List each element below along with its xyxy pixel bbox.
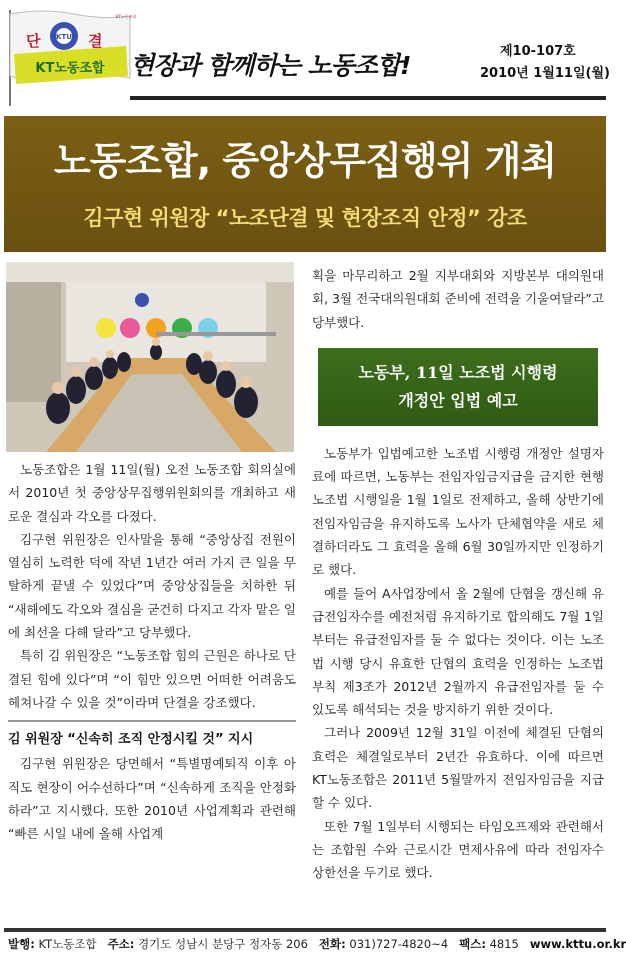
masthead-rule	[130, 96, 606, 100]
union-flag-logo	[4, 6, 137, 106]
slogan: 현장과 함께하는 노동조합!	[130, 51, 411, 80]
fax: 4815	[489, 937, 519, 951]
article-paragraph: 또한 7월 1일부터 시행되는 타임오프제와 관련해서는 조합원 수와 근로시간 면제사유에 따라 전임자수 상한선을 두기로 했다.	[312, 818, 604, 881]
sub-headline: 김구현 위원장 “노조단결 및 현장조직 안정” 강조	[83, 206, 527, 230]
sidebar-headline-box	[318, 348, 598, 426]
article-continuation: 획을 마무리하고 2월 지부대회와 지방본부 대의원대회, 3월 전국대의원대회 준비에 전력을 기울여달라”고 당부했다.	[312, 268, 604, 330]
article-paragraph: 그러나 2009년 12월 31일 이전에 체결된 단협의 효력은 체결일로부터 2년간 유효하다. 이에 따르면 KT노동조합은 2011년 5월말까지 전임자임금을 지급할 수 있다.	[312, 725, 604, 811]
article-left-column	[8, 458, 296, 845]
article-paragraph: 노동부가 입법예고한 노조법 시행령 개정안 설명자료에 따르면, 노동부는 전임자임금지급을 금지한 현행 노조법 시행일을 1월 1일로 전제하고, 올해 상반기에 전임자임금을 유지하도록 노사가 단체협약을 새로 체결하더라도 그 효력을 올해 6월 30일까지만 인정하기로 했다.	[312, 445, 604, 578]
meeting-photo	[6, 262, 294, 452]
address-label: 주소:	[107, 937, 135, 951]
publisher-label: 발행:	[8, 937, 35, 951]
article-paragraph: 김구현 위원장은 인사말을 통해 “중앙상집 전원이 열심히 노력한 덕에 작년 1년간 여러 가지 큰 일을 무탈하게 끝낼 수 있었다”며 중앙상집들을 치하한 뒤 “새해에도 각오와 결심을 굳건히 다지고 각자 맡은 일에 최선을 다해 달라”고 당부했다.	[8, 531, 296, 641]
article-paragraph: 노동조합은 1월 11일(월) 오전 노동조합 회의실에서 2010년 첫 중앙상무집행위원회의를 개최하고 새로운 결심과 각오를 다졌다.	[8, 462, 296, 524]
sidebar-headline-line2: 개정안 입법 예고	[398, 390, 518, 410]
fax-label: 팩스:	[459, 937, 486, 951]
phone-label: 전화:	[318, 937, 346, 951]
article-paragraph: 예를 들어 A사업장에서 올 2월에 단협을 갱신해 유급전임자수를 예전처럼 유지하기로 합의해도 7월 1일부터는 유급전임자를 둘 수 없다는 것이다. 이는 노조법 시행 당시 유효한 단협의 효력을 인정하는 노조법 부칙 제3조가 2012년 2월까지 유급전임자를 둘 수 있도록 해석되는 것을 방지하기 위한 것이다.	[312, 585, 604, 718]
publisher: KT노동조합	[38, 937, 97, 951]
main-headline: 노동조합, 중앙상무집행위 개최	[53, 139, 557, 183]
section-divider	[8, 720, 296, 722]
article-right-column	[312, 264, 604, 885]
masthead	[0, 0, 610, 112]
footer	[8, 936, 626, 952]
article-paragraph: 특히 김 위원장은 “노동조합 힘의 근원은 하나로 단결된 힘에 있다”며 “이 힘만 있으면 어떠한 어려움도 헤쳐나갈 수 있을 것”이라며 단결을 강조했다.	[8, 648, 296, 710]
sidebar-headline-line1: 노동부, 11일 노조법 시행령	[358, 362, 558, 382]
flag-tag: KT노동조합	[116, 14, 137, 19]
headline-banner	[4, 116, 606, 252]
issue-date: 2010년 1월11일(월)	[480, 66, 610, 81]
issue-number: 제10-107호	[500, 44, 576, 59]
footer-rule	[4, 928, 606, 932]
article-paragraph: 김구현 위원장은 당면해서 “특별명예퇴직 이후 아직도 현장이 어수선하다”며 “신속하게 조직을 안정화하라”고 지시했다. 또한 2010년 사업계획과 관련해 “빠른 시일 내에 올해 사업계	[8, 756, 296, 842]
phone: 031)727-4820~4	[349, 937, 449, 951]
address: 경기도 성남시 분당구 정자동 206	[138, 937, 308, 951]
website-link[interactable]: www.kttu.or.kr	[529, 937, 626, 951]
flag-char-left: 단	[26, 32, 41, 50]
flag-banner-text: KT노동조합	[35, 61, 105, 76]
section-title: 김 위원장 “신속히 조직 안정시킬 것” 지시	[8, 732, 254, 748]
meeting-photo-illustration	[6, 262, 294, 452]
flag-char-right: 결	[88, 32, 103, 50]
flag-badge-text: KTU	[56, 33, 72, 41]
